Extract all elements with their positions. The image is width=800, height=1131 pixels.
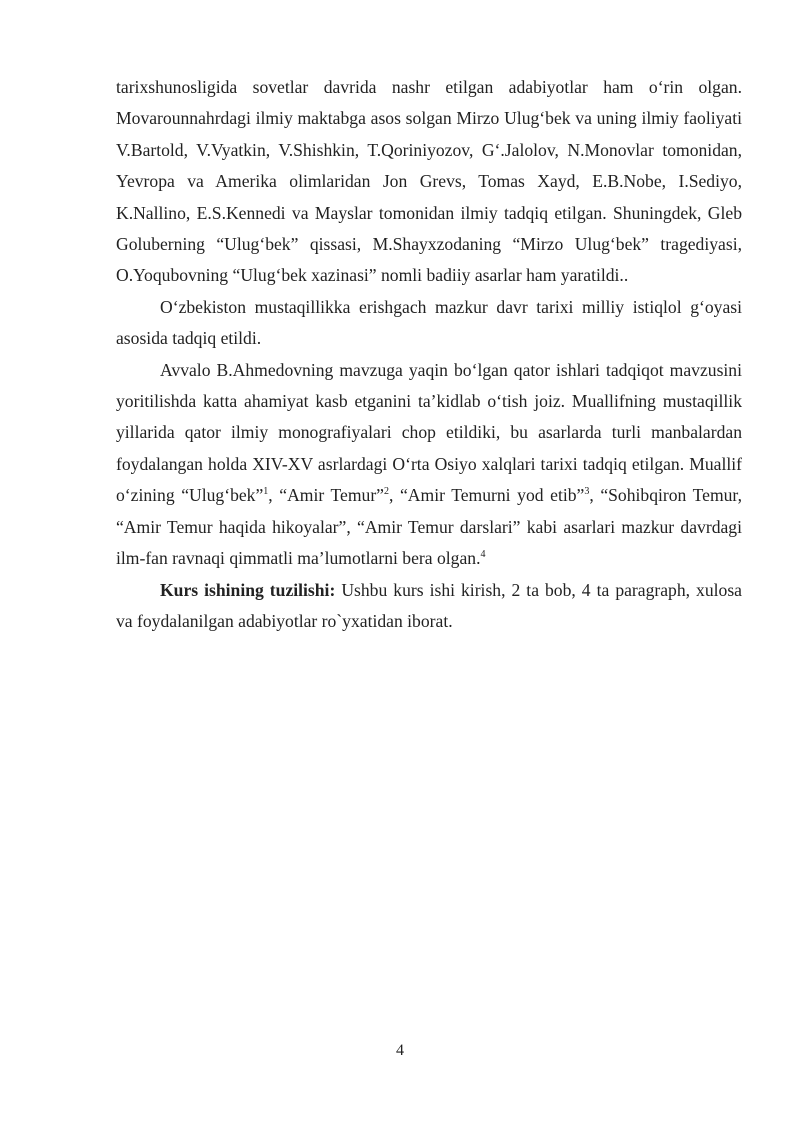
- document-body: [116, 72, 742, 637]
- paragraph-ahmedov-text-1: Avvalo B.Ahmedovning mavzuga yaqin bo‘lgan qator ishlari tadqiqot mavzusini yoritilishda katta ahamiyat kasb etganini ta’kidlab o‘tish joiz. Muallifning mustaqillik yillarida qator ilmiy monografiyalari chop etildiki, bu asarlarda turli manbalardan foydalangan holda XIV-XV asrlardagi O‘rta Osiyo xalqlari tarixi tadqiq etilgan. Muallif o‘zining “Ulug‘bek”: [116, 359, 742, 506]
- structure-text: Ushbu kurs ishi kirish, 2 ta bob, 4 ta paragraph, xulosa va foydalanilgan adabiyotlar ro`yxatidan iborat.: [116, 579, 742, 631]
- footnote-ref-1: 1: [263, 486, 269, 498]
- footnote-ref-2: 2: [384, 486, 389, 498]
- paragraph-structure: [116, 575, 742, 638]
- footnote-ref-3: 3: [584, 486, 590, 498]
- paragraph-ahmedov-text-4: , “Sohibqiron Temur, “Amir Temur haqida hikoyalar”, “Amir Temur darslari” kabi asarlari mazkur davrdagi ilm-fan ravnaqi qimmatli ma’lumotlarni bera olgan.: [116, 485, 742, 569]
- paragraph-ahmedov-text-3: , “Amir Temurni yod etib”: [389, 485, 585, 506]
- structure-heading: Kurs ishining tuzilishi:: [160, 579, 336, 600]
- paragraph-historiography: tarixshunosligida sovetlar davrida nashr etilgan adabiyotlar ham o‘rin olgan. Movarounnahrdagi ilmiy maktabga asos solgan Mirzo Ulug‘bek va uning ilmiy faoliyati V.Bartold, V.Vyatkin, V.Shishkin, T.Qoriniyozov, G‘.Jalolov, N.Monovlar tomonidan, Yevropa va Amerika olimlaridan Jon Grevs, Tomas Xayd, E.B.Nobe, I.Sediyo, K.Nallino, E.S.Kennedi va Mayslar tomonidan ilmiy tadqiq etilgan. Shuningdek, Gleb Goluberning “Ulug‘bek” qissasi, M.Shayxzodaning “Mirzo Ulug‘bek” tragediyasi, O.Yoqubovning “Ulug‘bek xazinasi” nomli badiiy asarlar ham yaratildi..: [116, 77, 742, 286]
- paragraph-ahmedov: [116, 355, 742, 575]
- paragraph-ahmedov-text-2: , “Amir Temur”: [268, 485, 384, 506]
- page-number: 4: [396, 1042, 404, 1059]
- paragraph-independence: O‘zbekiston mustaqillikka erishgach mazkur davr tarixi milliy istiqlol g‘oyasi asosida tadqiq etildi.: [116, 296, 742, 349]
- footnote-ref-4: 4: [480, 549, 486, 561]
